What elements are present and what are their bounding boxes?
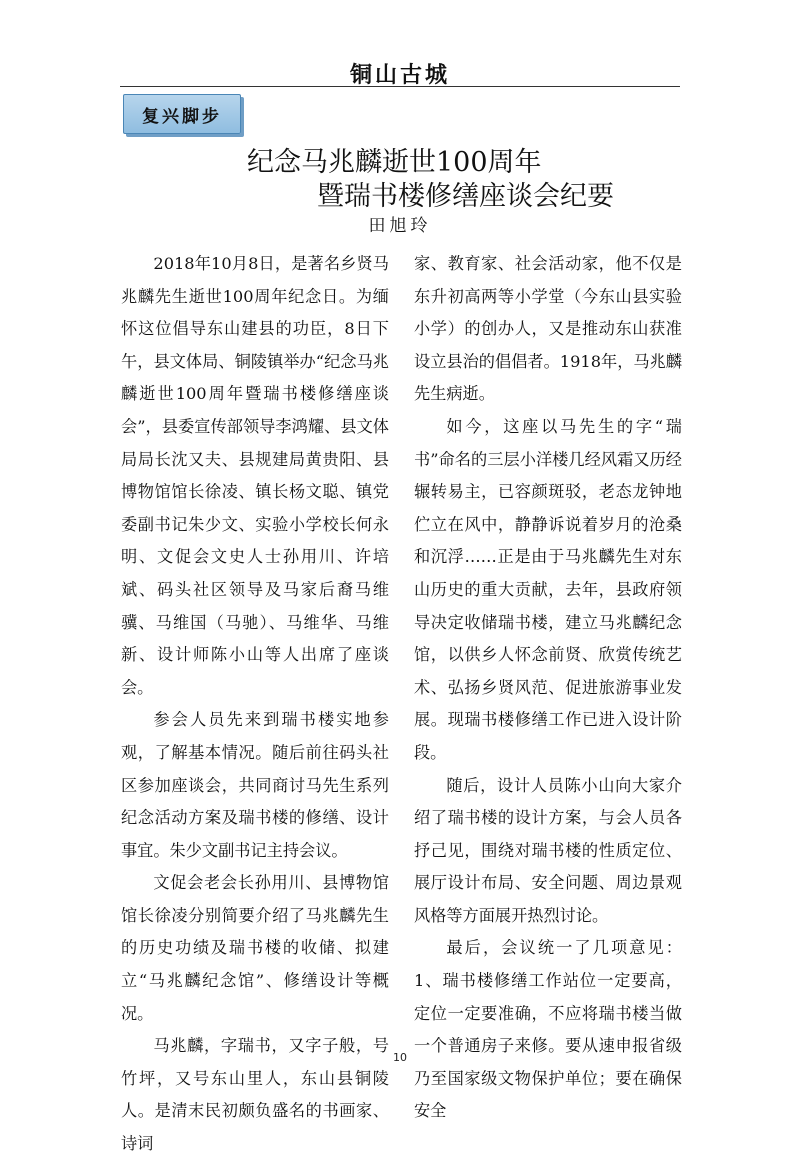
header-title: 铜山古城 <box>349 63 450 88</box>
article-title-line-2: 暨瑞书楼修缮座谈会纪要 <box>317 181 614 212</box>
article-author: 田旭玲 <box>368 216 432 236</box>
header-rule <box>120 86 680 87</box>
paragraph: 如今，这座以马先生的字“瑞书”命名的三层小洋楼几经风霜又历经辗转易主，已容颜斑驳，老态龙钟地伫立在风中，静静诉说着岁月的沧桑和沉浮……正是由于马兆麟先生对东山历史的重大贡献，去年，县政府领导决定收储瑞书楼，建立马兆麟纪念馆，以供乡人怀念前贤、欣赏传统艺术、弘扬乡贤风范、促进旅游事业发展。现瑞书楼修缮工作已进入设计阶段。 <box>414 416 682 762</box>
right-column <box>414 248 682 1121</box>
paragraph: 马兆麟，字瑞书，又字子般，号竹坪，又号东山里人，东山县铜陵人。是清末民初颇负盛名的书画家、诗词 <box>121 1036 389 1154</box>
page-number: 10 <box>393 1051 407 1064</box>
paragraph: 参会人员先来到瑞书楼实地参观，了解基本情况。随后前往码头社区参加座谈会，共同商讨马先生系列纪念活动方案及瑞书楼的修缮、设计事宜。朱少文副书记主持会议。 <box>121 710 389 860</box>
section-label <box>123 94 241 134</box>
article-title-line-1: 纪念马兆麟逝世100周年 <box>247 147 542 178</box>
paragraph: 2018年10月8日，是著名乡贤马兆麟先生逝世100周年纪念日。为缅怀这位倡导东山建县的功臣，8日下午，县文体局、铜陵镇举办“纪念马兆麟逝世100周年暨瑞书楼修缮座谈会”，县委宣传部领导李鸿耀、县文体局局长沈又夫、县规建局黄贵阳、县博物馆馆长徐凌、镇长杨文聪、镇党委副书记朱少文、实验小学校长何永明、文促会文史人士孙用川、许培斌、码头社区领导及马家后裔马维骥、马维国（马驰）、马维华、马维新、设计师陈小山等人出席了座谈会。 <box>121 254 389 697</box>
section-label-text: 复兴脚步 <box>142 107 222 127</box>
paragraph: 文促会老会长孙用川、县博物馆馆长徐凌分别简要介绍了马兆麟先生的历史功绩及瑞书楼的收储、拟建立“马兆麟纪念馆”、修缮设计等概况。 <box>121 873 389 1023</box>
left-column <box>121 248 389 1154</box>
paragraph: 最后，会议统一了几项意见：1、瑞书楼修缮工作站位一定要高，定位一定要准确，不应将瑞书楼当做一个普通房子来修。要从速申报省级乃至国家级文物保护单位；要在确保安全 <box>414 938 682 1121</box>
paragraph-continued: 家、教育家、社会活动家，他不仅是东升初高两等小学堂（今东山县实验小学）的创办人，又是推动东山获准设立县治的倡倡者。1918年，马兆麟先生病逝。 <box>414 254 682 404</box>
paragraph: 随后，设计人员陈小山向大家介绍了瑞书楼的设计方案，与会人员各抒己见，围绕对瑞书楼的性质定位、展厅设计布局、安全问题、周边景观风格等方面展开热烈讨论。 <box>414 775 682 925</box>
